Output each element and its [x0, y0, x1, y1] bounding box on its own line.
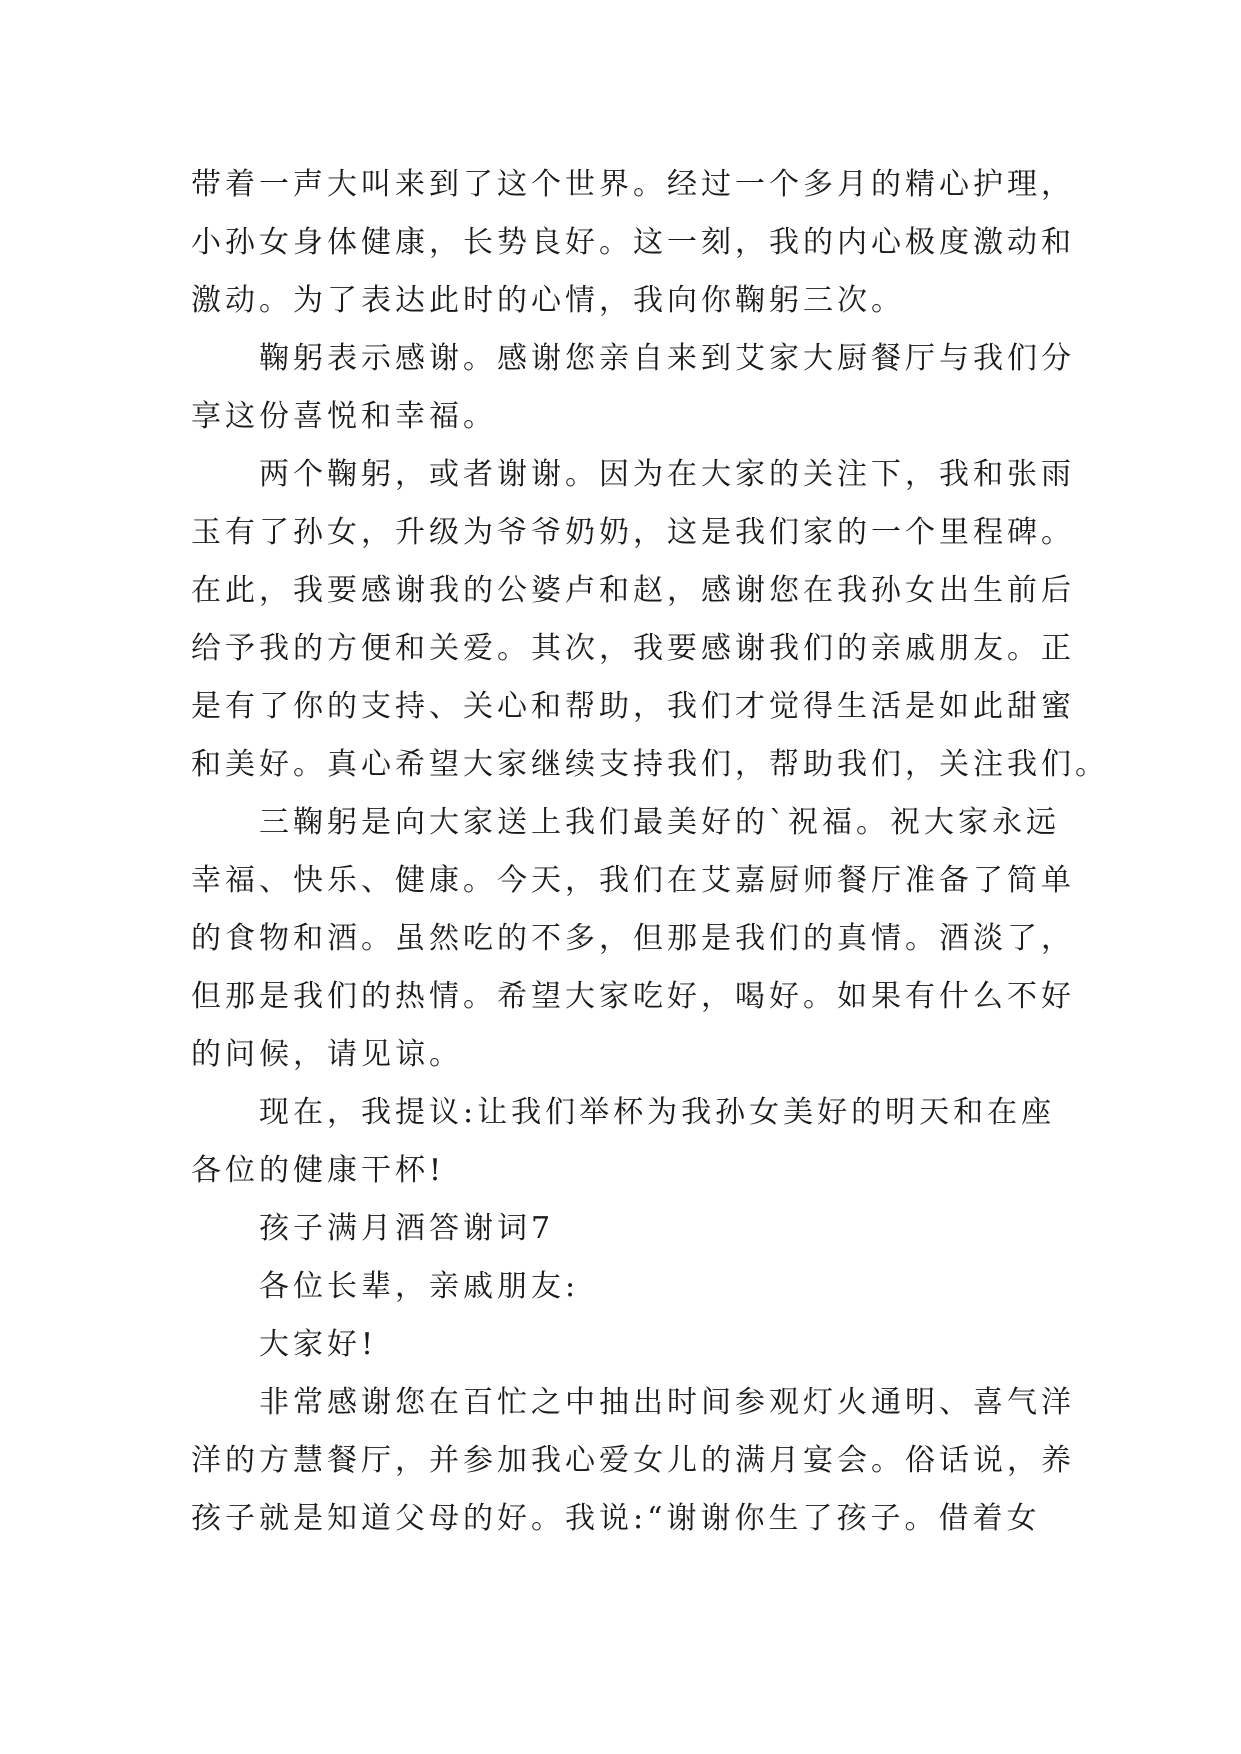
text-line: 小孙女身体健康，长势良好。这一刻，我的内心极度激动和 [191, 225, 1075, 260]
text-line: 在此，我要感谢我的公婆卢和赵，感谢您在我孙女出生前后 [191, 573, 1075, 608]
text-line: 和美好。真心希望大家继续支持我们，帮助我们，关注我们。 [191, 747, 1109, 782]
text-line: 幸福、快乐、健康。今天，我们在艾嘉厨师餐厅准备了简单 [191, 863, 1075, 898]
text-line: 两个鞠躬，或者谢谢。因为在大家的关注下，我和张雨 [259, 457, 1075, 492]
text-line: 大家好! [259, 1327, 378, 1362]
text-line: 给予我的方便和关爱。其次，我要感谢我们的亲戚朋友。正 [191, 631, 1075, 666]
text-line: 各位的健康干杯! [191, 1153, 446, 1188]
text-line: 的食物和酒。虽然吃的不多，但那是我们的真情。酒淡了， [191, 921, 1075, 956]
text-line: 的问候，请见谅。 [191, 1037, 463, 1072]
text-line: 各位长辈，亲戚朋友: [259, 1269, 580, 1304]
text-line: 但那是我们的热情。希望大家吃好，喝好。如果有什么不好 [191, 979, 1075, 1014]
text-line: 洋的方慧餐厅，并参加我心爱女儿的满月宴会。俗话说，养 [191, 1443, 1075, 1478]
text-line: 孩子就是知道父母的好。我说:“谢谢你生了孩子。借着女 [191, 1501, 1041, 1536]
text-line: 三鞠躬是向大家送上我们最美好的`祝福。祝大家永远 [259, 805, 1060, 840]
text-line: 享这份喜悦和幸福。 [191, 399, 497, 434]
text-line: 玉有了孙女，升级为爷爷奶奶，这是我们家的一个里程碑。 [191, 515, 1075, 550]
text-line: 非常感谢您在百忙之中抽出时间参观灯火通明、喜气洋 [259, 1385, 1075, 1420]
text-line: 带着一声大叫来到了这个世界。经过一个多月的精心护理， [191, 167, 1075, 202]
text-line: 鞠躬表示感谢。感谢您亲自来到艾家大厨餐厅与我们分 [259, 341, 1075, 376]
text-line: 激动。为了表达此时的心情，我向你鞠躬三次。 [191, 283, 905, 318]
text-line: 孩子满月酒答谢词7 [259, 1211, 555, 1246]
text-line: 现在，我提议:让我们举杯为我孙女美好的明天和在座 [259, 1095, 1056, 1130]
document-body [191, 156, 1109, 1548]
text-line: 是有了你的支持、关心和帮助，我们才觉得生活是如此甜蜜 [191, 689, 1075, 724]
